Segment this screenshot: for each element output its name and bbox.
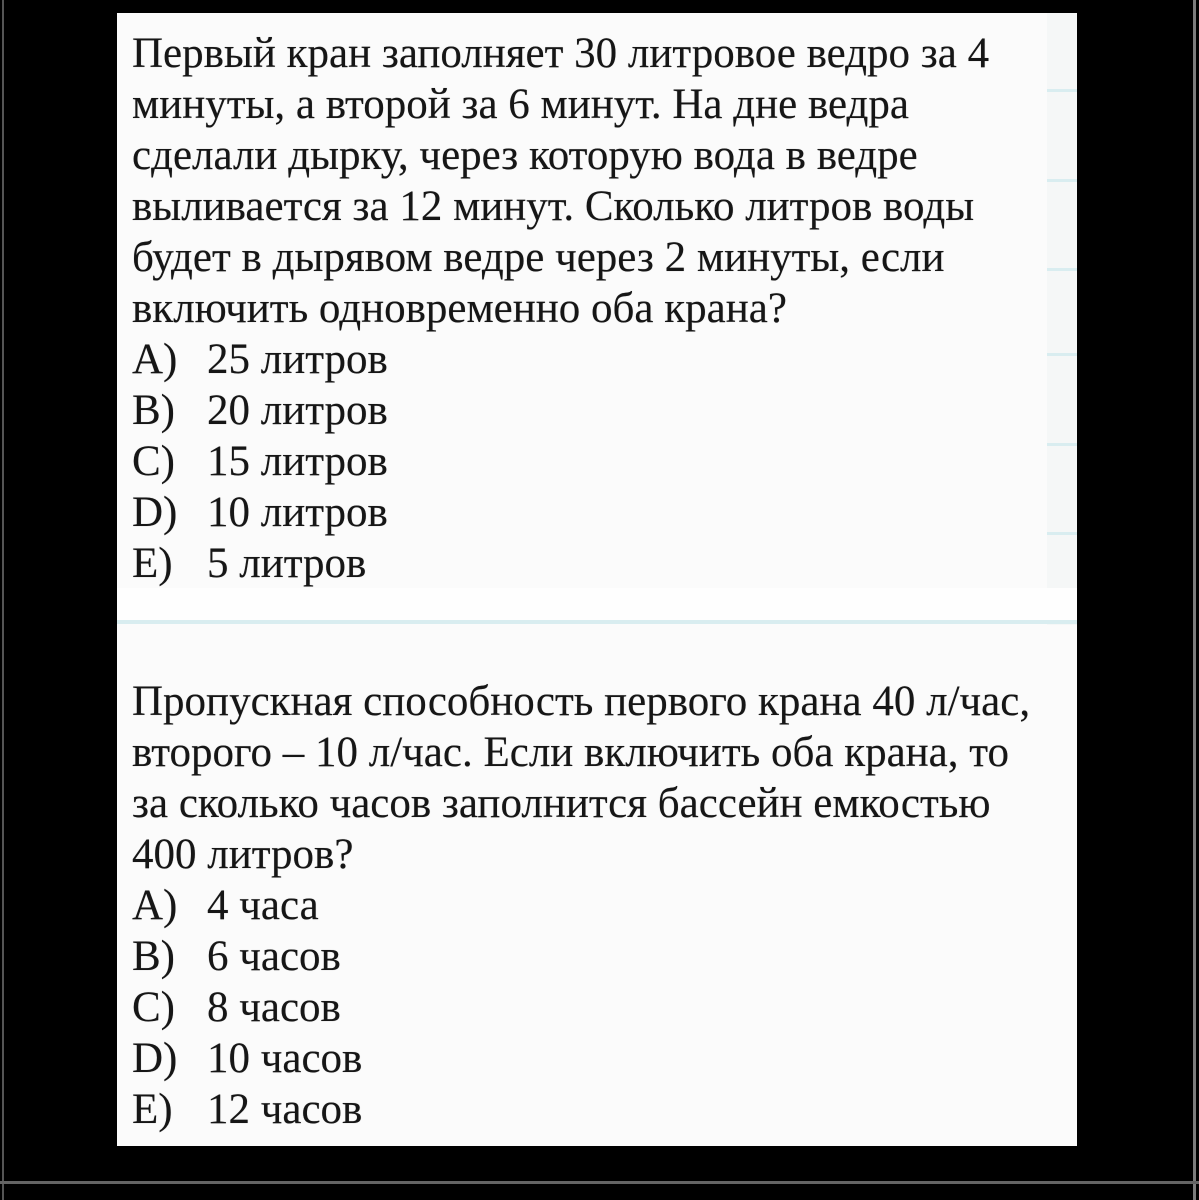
document-page xyxy=(117,13,1077,1146)
question-1-line: будет в дырявом ведре через 2 минуты, если xyxy=(132,234,945,281)
ruled-line-divider xyxy=(117,620,1077,624)
option-letter: E) xyxy=(132,1086,173,1133)
question-1-option-d xyxy=(132,487,1062,538)
question-2-option-c xyxy=(132,982,1062,1033)
option-letter: C) xyxy=(132,984,175,1031)
option-text: 5 литров xyxy=(207,540,367,587)
option-letter: D) xyxy=(132,489,178,536)
question-2-line: второго – 10 л/час. Если включить оба крана, то xyxy=(132,729,1009,776)
option-text: 10 часов xyxy=(207,1035,363,1082)
window-border-bottom xyxy=(0,1181,1199,1184)
question-1-option-c xyxy=(132,436,1062,487)
option-letter: B) xyxy=(132,387,175,434)
window-border-right xyxy=(1193,0,1196,1200)
option-letter: A) xyxy=(132,336,178,383)
option-text: 10 литров xyxy=(207,489,388,536)
question-2-option-e xyxy=(132,1084,1062,1135)
question-1-line: выливается за 12 минут. Сколько литров воды xyxy=(132,183,975,230)
option-text: 4 часа xyxy=(207,882,319,929)
option-letter: D) xyxy=(132,1035,178,1082)
option-text: 20 литров xyxy=(207,387,388,434)
question-2-option-b xyxy=(132,931,1062,982)
option-text: 6 часов xyxy=(207,933,341,980)
question-2-line: за сколько часов заполнится бассейн емкостью xyxy=(132,780,991,827)
window-border-left xyxy=(2,0,4,1200)
option-letter: B) xyxy=(132,933,175,980)
option-text: 25 литров xyxy=(207,336,388,383)
option-letter: C) xyxy=(132,438,175,485)
question-1-line: Первый кран заполняет 30 литровое ведро за 4 xyxy=(132,30,990,77)
question-1-option-b xyxy=(132,385,1062,436)
option-letter: A) xyxy=(132,882,178,929)
question-2-line: Пропускная способность первого крана 40 л/час, xyxy=(132,678,1031,725)
question-1-line: включить одновременно оба крана? xyxy=(132,285,787,332)
question-1-line: сделали дырку, через которую вода в ведре xyxy=(132,132,918,179)
option-text: 8 часов xyxy=(207,984,341,1031)
question-1-option-a xyxy=(132,334,1062,385)
question-1-option-e xyxy=(132,538,1062,589)
option-text: 12 часов xyxy=(207,1086,363,1133)
question-2-line: 400 литров? xyxy=(132,831,354,878)
question-1-line: минуты, а второй за 6 минут. На дне ведра xyxy=(132,81,909,128)
question-2 xyxy=(132,676,1062,1135)
option-letter: E) xyxy=(132,540,173,587)
question-2-option-a xyxy=(132,880,1062,931)
option-text: 15 литров xyxy=(207,438,388,485)
question-1 xyxy=(132,28,1062,589)
question-2-option-d xyxy=(132,1033,1062,1084)
paper-bright-band xyxy=(117,588,1077,620)
